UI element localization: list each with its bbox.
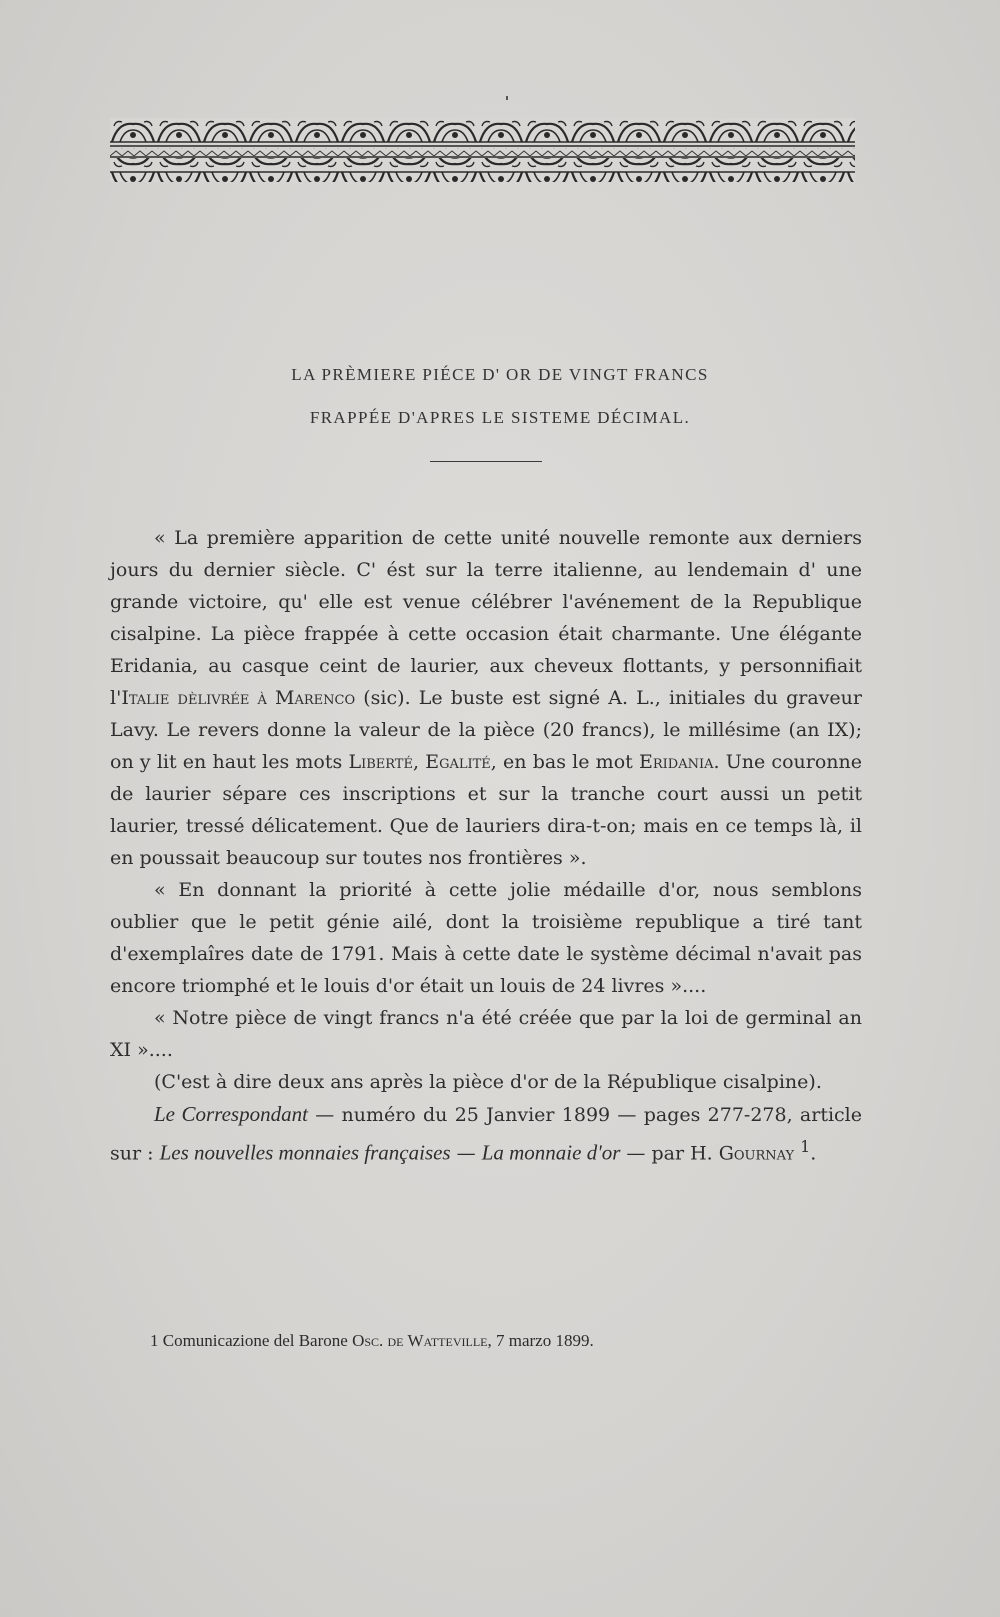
paragraph-5: Le Correspondant — numéro du 25 Janvier 1899 — pages 277-278, article sur : Les nouvelles monnaies françaises — La monnaie d'or — par H. Gournay $^1$. <box>110 1102 862 1165</box>
title-line-2: FRAPPÉE D'APRES LE SISTEME DÉCIMAL. <box>309 408 691 427</box>
decorative-border-ornament <box>110 118 855 182</box>
title-divider <box>430 461 542 462</box>
paragraph-2: « En donnant la priorité à cette jolie médaille d'or, nous semblons oublier que le petit génie ailé, dont la troisième republique a tiré tant d'exemplaîres date de 1791. Mais à cette date le système décimal n'avait pas encore triomphé et le louis d'or était un louis de 24 livres ».... <box>110 879 862 997</box>
title-line-1: LA PRÈMIERE PIÉCE D' OR DE VINGT FRANCS <box>291 365 709 384</box>
footnote: 1 Comunicazione del Barone Osc. de Watteville, 7 marzo 1899. <box>150 1331 594 1350</box>
paragraph-3: « Notre pièce de vingt francs n'a été créée que par la loi de germinal an XI ».... <box>110 1007 862 1061</box>
article-text <box>110 522 862 1169</box>
paragraph-4: (C'est à dire deux ans après la pièce d'or de la République cisalpine). <box>154 1071 822 1093</box>
footnote-ref: 1 <box>800 1137 811 1156</box>
ink-speck <box>506 96 508 100</box>
paragraph-1: « La première apparition de cette unité nouvelle remonte aux derniers jours du dernier siècle. C' ést sur la terre italienne, au lendemain d' une grande victoire, qu' elle est venue célébrer l'avénement de la Republique cisalpine. La pièce frappée à cette occasion était charmante. Une élégante Eridania, au casque ceint de laurier, aux cheveux flottants, y personnifiait l'Italie dèlivrée à Marenco (sic). Le buste est signé A. L., initiales du graveur Lavy. Le revers donne la valeur de la pièce (20 francs), le millésime (an IX); on y lit en haut les mots Liberté, Egalité, en bas le mot Eridania. Une couronne de laurier sépare ces inscriptions et sur la tranche court aussi un petit laurier, tressé délicatement. Que de lauriers dira-t-on; mais en ce temps là, il en poussait beaucoup sur toutes nos frontières ». <box>110 527 862 869</box>
